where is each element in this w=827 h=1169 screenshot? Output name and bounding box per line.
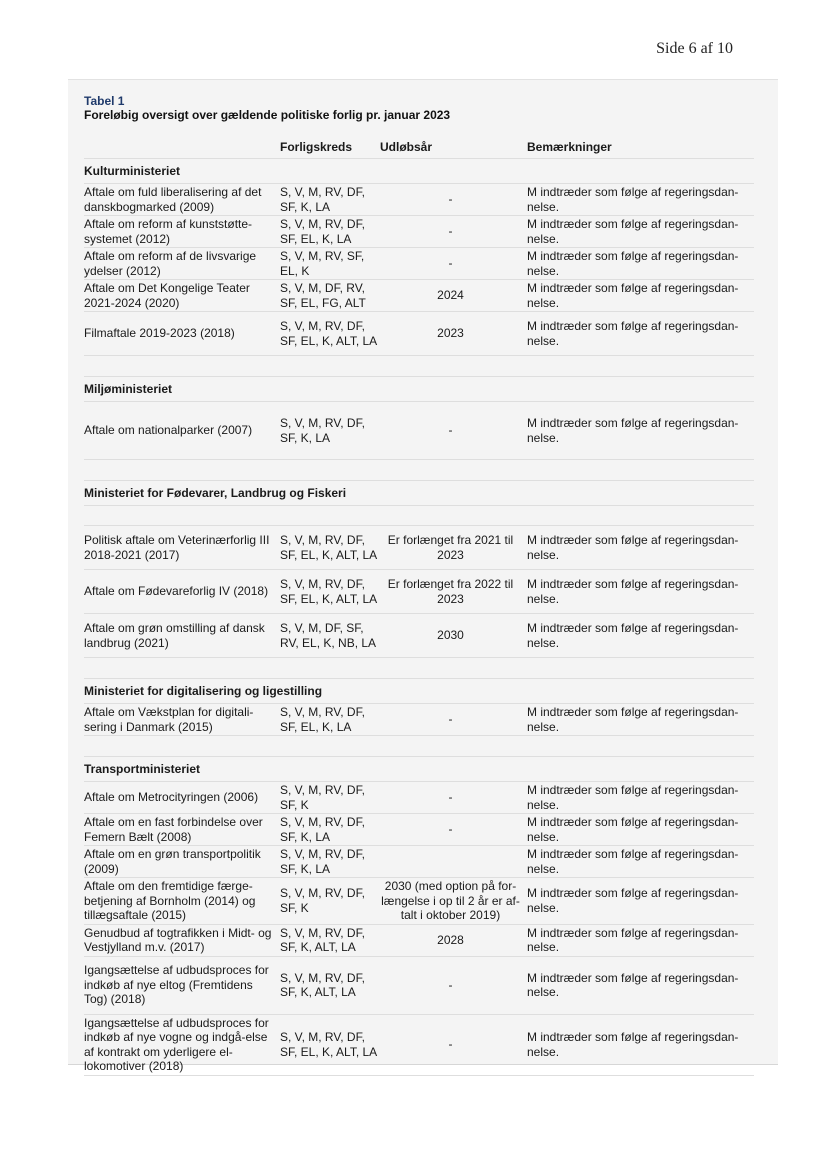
expiry-cell bbox=[380, 846, 527, 878]
table-row bbox=[84, 526, 754, 570]
agreement-cell: Aftale om en fast forbindelse over Femern Bælt (2008) bbox=[84, 814, 280, 846]
expiry-cell: - bbox=[380, 704, 527, 736]
parties-cell: S, V, M, RV, DF, SF, K, LA bbox=[280, 184, 380, 216]
expiry-cell: - bbox=[380, 216, 527, 248]
agreement-cell: Aftale om den fremtidige færge-betjening af Bornholm (2014) og tillægsaftale (2015) bbox=[84, 878, 280, 925]
table-row bbox=[84, 216, 754, 248]
agreement-cell: Aftale om grøn omstilling af dansk landbrug (2021) bbox=[84, 614, 280, 658]
remarks-cell: M indtræder som følge af regeringsdan-nelse. bbox=[527, 570, 754, 614]
remarks-cell: M indtræder som følge af regeringsdan-nelse. bbox=[527, 846, 754, 878]
parties-cell: S, V, M, RV, DF, SF, K bbox=[280, 782, 380, 814]
remarks-cell: M indtræder som følge af regeringsdan-nelse. bbox=[527, 814, 754, 846]
remarks-cell: M indtræder som følge af regeringsdan-nelse. bbox=[527, 1014, 754, 1075]
agreement-cell: Aftale om reform af de livsvarige ydelser (2012) bbox=[84, 248, 280, 280]
expiry-cell: 2023 bbox=[380, 312, 527, 356]
table-row bbox=[84, 1014, 754, 1075]
table-row bbox=[84, 814, 754, 846]
remarks-cell: M indtræder som følge af regeringsdan-nelse. bbox=[527, 782, 754, 814]
section-row bbox=[84, 481, 754, 506]
parties-cell: S, V, M, RV, DF, SF, EL, K, ALT, LA bbox=[280, 570, 380, 614]
section-title: Ministeriet for digitalisering og ligestilling bbox=[84, 679, 754, 704]
section-row bbox=[84, 159, 754, 184]
parties-cell: S, V, M, RV, DF, SF, K, LA bbox=[280, 402, 380, 460]
parties-cell: S, V, M, RV, SF, EL, K bbox=[280, 248, 380, 280]
table-row bbox=[84, 184, 754, 216]
agreement-cell: Aftale om en grøn transportpolitik (2009) bbox=[84, 846, 280, 878]
expiry-cell: Er forlænget fra 2022 til 2023 bbox=[380, 570, 527, 614]
table-row bbox=[84, 704, 754, 736]
section-row bbox=[84, 377, 754, 402]
section-row bbox=[84, 757, 754, 782]
table-row bbox=[84, 248, 754, 280]
agreement-cell: Aftale om reform af kunststøtte-systemet (2012) bbox=[84, 216, 280, 248]
agreements-table bbox=[84, 136, 754, 1076]
remarks-cell: M indtræder som følge af regeringsdan-nelse. bbox=[527, 312, 754, 356]
remarks-cell: M indtræder som følge af regeringsdan-nelse. bbox=[527, 402, 754, 460]
table-row bbox=[84, 924, 754, 956]
table-row bbox=[84, 878, 754, 925]
parties-cell: S, V, M, RV, DF, SF, K, LA bbox=[280, 846, 380, 878]
table-panel bbox=[68, 79, 778, 1073]
remarks-cell: M indtræder som følge af regeringsdan-nelse. bbox=[527, 526, 754, 570]
expiry-cell: - bbox=[380, 184, 527, 216]
expiry-cell: - bbox=[380, 782, 527, 814]
expiry-cell: Er forlænget fra 2021 til 2023 bbox=[380, 526, 527, 570]
parties-cell: S, V, M, RV, DF, SF, EL, K, ALT, LA bbox=[280, 1014, 380, 1075]
table-row bbox=[84, 956, 754, 1014]
table-body bbox=[84, 159, 754, 1076]
table-row bbox=[84, 312, 754, 356]
agreement-cell: Igangsættelse af udbudsproces for indkøb af nye eltog (Fremtidens Tog) (2018) bbox=[84, 956, 280, 1014]
remarks-cell: M indtræder som følge af regeringsdan-nelse. bbox=[527, 704, 754, 736]
parties-cell: S, V, M, RV, DF, SF, EL, K, LA bbox=[280, 704, 380, 736]
table-label: Tabel 1 bbox=[84, 94, 125, 108]
agreement-cell: Aftale om Fødevareforlig IV (2018) bbox=[84, 570, 280, 614]
agreement-cell: Igangsættelse af udbudsproces for indkøb af nye vogne og indgå-else af kontrakt om yderligere el-lokomotiver (2018) bbox=[84, 1014, 280, 1075]
expiry-cell: - bbox=[380, 956, 527, 1014]
section-title: Miljøministeriet bbox=[84, 377, 754, 402]
expiry-cell: - bbox=[380, 248, 527, 280]
expiry-cell: 2028 bbox=[380, 924, 527, 956]
agreement-cell: Aftale om Vækstplan for digitali-sering i Danmark (2015) bbox=[84, 704, 280, 736]
section-spacer bbox=[84, 356, 754, 377]
column-header-expiry: Udløbsår bbox=[380, 136, 527, 159]
table-title: Foreløbig oversigt over gældende politiske forlig pr. januar 2023 bbox=[84, 108, 451, 122]
parties-cell: S, V, M, DF, SF, RV, EL, K, NB, LA bbox=[280, 614, 380, 658]
section-title: Ministeriet for Fødevarer, Landbrug og Fiskeri bbox=[84, 481, 754, 506]
table-row bbox=[84, 570, 754, 614]
remarks-cell: M indtræder som følge af regeringsdan-nelse. bbox=[527, 614, 754, 658]
empty-row bbox=[84, 506, 754, 526]
parties-cell: S, V, M, RV, DF, SF, EL, K, ALT, LA bbox=[280, 526, 380, 570]
expiry-cell: 2030 (med option på for-længelse i op til 2 år er af-talt i oktober 2019) bbox=[380, 878, 527, 925]
expiry-cell: - bbox=[380, 814, 527, 846]
section-row bbox=[84, 679, 754, 704]
section-title: Transportministeriet bbox=[84, 757, 754, 782]
expiry-cell: 2024 bbox=[380, 280, 527, 312]
agreement-cell: Filmaftale 2019-2023 (2018) bbox=[84, 312, 280, 356]
remarks-cell: M indtræder som følge af regeringsdan-nelse. bbox=[527, 280, 754, 312]
agreement-cell: Aftale om fuld liberalisering af det danskbogmarked (2009) bbox=[84, 184, 280, 216]
section-spacer bbox=[84, 658, 754, 679]
table-header-row bbox=[84, 136, 754, 159]
agreement-cell: Aftale om Metrocityringen (2006) bbox=[84, 782, 280, 814]
table-row bbox=[84, 782, 754, 814]
section-title: Kulturministeriet bbox=[84, 159, 754, 184]
remarks-cell: M indtræder som følge af regeringsdan-nelse. bbox=[527, 216, 754, 248]
column-header-parties: Forligskreds bbox=[280, 136, 380, 159]
table-row bbox=[84, 280, 754, 312]
parties-cell: S, V, M, RV, DF, SF, K, ALT, LA bbox=[280, 924, 380, 956]
expiry-cell: - bbox=[380, 1014, 527, 1075]
parties-cell: S, V, M, RV, DF, SF, EL, K, ALT, LA bbox=[280, 312, 380, 356]
table-caption bbox=[84, 94, 764, 123]
column-header-agreement bbox=[84, 136, 280, 159]
agreement-cell: Genudbud af togtrafikken i Midt- og Vestjylland m.v. (2017) bbox=[84, 924, 280, 956]
table-row bbox=[84, 614, 754, 658]
parties-cell: S, V, M, RV, DF, SF, K, LA bbox=[280, 814, 380, 846]
page-number: Side 6 af 10 bbox=[656, 40, 733, 57]
expiry-cell: - bbox=[380, 402, 527, 460]
remarks-cell: M indtræder som følge af regeringsdan-nelse. bbox=[527, 878, 754, 925]
section-spacer bbox=[84, 460, 754, 481]
parties-cell: S, V, M, DF, RV, SF, EL, FG, ALT bbox=[280, 280, 380, 312]
parties-cell: S, V, M, RV, DF, SF, EL, K, LA bbox=[280, 216, 380, 248]
agreement-cell: Aftale om Det Kongelige Teater 2021-2024 (2020) bbox=[84, 280, 280, 312]
remarks-cell: M indtræder som følge af regeringsdan-nelse. bbox=[527, 956, 754, 1014]
table-row bbox=[84, 402, 754, 460]
section-spacer bbox=[84, 736, 754, 757]
remarks-cell: M indtræder som følge af regeringsdan-nelse. bbox=[527, 248, 754, 280]
parties-cell: S, V, M, RV, DF, SF, K, ALT, LA bbox=[280, 956, 380, 1014]
column-header-remarks: Bemærkninger bbox=[527, 136, 754, 159]
expiry-cell: 2030 bbox=[380, 614, 527, 658]
remarks-cell: M indtræder som følge af regeringsdan-nelse. bbox=[527, 924, 754, 956]
remarks-cell: M indtræder som følge af regeringsdan-nelse. bbox=[527, 184, 754, 216]
agreement-cell: Aftale om nationalparker (2007) bbox=[84, 402, 280, 460]
parties-cell: S, V, M, RV, DF, SF, K bbox=[280, 878, 380, 925]
agreement-cell: Politisk aftale om Veterinærforlig III 2018-2021 (2017) bbox=[84, 526, 280, 570]
table-row bbox=[84, 846, 754, 878]
